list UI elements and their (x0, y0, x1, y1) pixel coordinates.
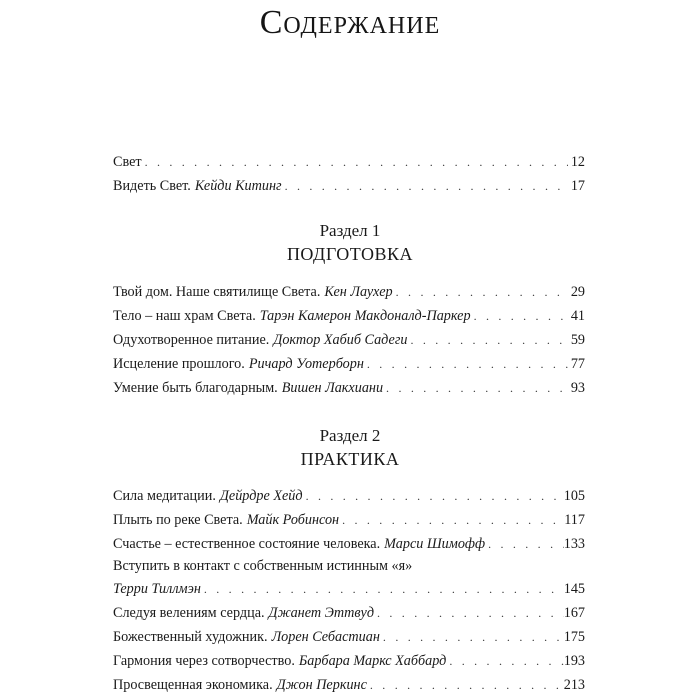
entry-title: Счастье – естественное состояние человека. (113, 536, 381, 552)
toc-entry[interactable] (113, 304, 585, 328)
toc-intro (113, 150, 585, 198)
entry-author: Лорен Себастиан (271, 629, 380, 645)
entry-title: Одухотворенное питание. (113, 332, 270, 348)
section-name: ПРАКТИКА (300, 449, 400, 469)
section-1-heading (0, 220, 700, 266)
entry-title: Просвещенная экономика. (113, 677, 273, 693)
dot-leader (386, 376, 568, 400)
entry-page: 105 (563, 488, 585, 504)
entry-page: 93 (570, 380, 585, 396)
entry-page: 213 (563, 677, 585, 693)
entry-author: Майк Робинсон (246, 512, 340, 528)
toc-entry[interactable] (113, 532, 585, 556)
entry-author: Терри Тиллмэн (113, 581, 201, 597)
dot-leader (449, 649, 563, 673)
entry-page: 29 (570, 284, 585, 300)
dot-leader (306, 484, 564, 508)
entry-page: 145 (563, 581, 585, 597)
toc-entry-wrapped[interactable] (113, 556, 585, 601)
dot-leader (285, 174, 568, 198)
entry-page: 117 (564, 512, 585, 528)
toc-entry[interactable] (113, 174, 585, 198)
entry-title: Свет (113, 154, 142, 170)
toc-entry[interactable] (113, 150, 585, 174)
entry-author: Джон Перкинс (276, 677, 367, 693)
entry-page: 17 (570, 178, 585, 194)
toc-section-1 (113, 280, 585, 400)
entry-author: Доктор Хабиб Садеги (273, 332, 408, 348)
dot-leader (383, 625, 564, 649)
toc-entry[interactable] (113, 376, 585, 400)
dot-leader (145, 150, 568, 174)
entry-title: Исцеление прошлого. (113, 356, 245, 372)
entry-author: Ричард Уотерборн (248, 356, 364, 372)
entry-title: Гармония через сотворчество. (113, 653, 295, 669)
toc-section-2 (113, 484, 585, 697)
dot-leader (377, 601, 564, 625)
entry-page: 12 (570, 154, 585, 170)
entry-title: Тело – наш храм Света. (113, 308, 256, 324)
toc-entry[interactable] (113, 484, 585, 508)
toc-entry[interactable] (113, 625, 585, 649)
entry-title: Вступить в контакт с собственным истинным «я» (113, 558, 413, 574)
section-name: ПОДГОТОВКА (286, 244, 414, 264)
dot-leader (367, 352, 568, 376)
dot-leader (488, 532, 564, 556)
section-label: Раздел 1 (319, 221, 381, 240)
entry-title: Божественный художник. (113, 629, 268, 645)
toc-entry[interactable] (113, 649, 585, 673)
dot-leader (204, 577, 564, 601)
entry-author: Дейрдре Хейд (219, 488, 303, 504)
entry-page: 59 (570, 332, 585, 348)
toc-entry[interactable] (113, 280, 585, 304)
entry-author: Кен Лаухер (324, 284, 393, 300)
entry-title: Твой дом. Наше святилище Света. (113, 284, 321, 300)
section-label: Раздел 2 (319, 426, 381, 445)
entry-page: 133 (563, 536, 585, 552)
entry-author: Тарэн Камерон Макдоналд-Паркер (259, 308, 471, 324)
entry-author: Джанет Эттвуд (268, 605, 374, 621)
entry-page: 77 (570, 356, 585, 372)
dot-leader (410, 328, 567, 352)
entry-page: 41 (570, 308, 585, 324)
entry-page: 175 (563, 629, 585, 645)
toc-entry[interactable] (113, 601, 585, 625)
entry-title: Сила медитации. (113, 488, 216, 504)
entry-title: Видеть Свет. (113, 178, 191, 194)
toc-entry[interactable] (113, 352, 585, 376)
dot-leader (396, 280, 568, 304)
entry-page: 193 (563, 653, 585, 669)
toc-entry[interactable] (113, 328, 585, 352)
page-title: Содержание (259, 4, 441, 41)
entry-title: Следуя велениям сердца. (113, 605, 265, 621)
dot-leader (342, 508, 564, 532)
dot-leader (370, 673, 564, 697)
entry-author: Марси Шимофф (384, 536, 486, 552)
entry-page: 167 (563, 605, 585, 621)
entry-title: Умение быть благодарным. (113, 380, 278, 396)
section-2-heading (0, 425, 700, 471)
toc-entry[interactable] (113, 673, 585, 697)
entry-author: Барбара Маркс Хаббард (298, 653, 447, 669)
entry-title: Плыть по реке Света. (113, 512, 243, 528)
dot-leader (474, 304, 568, 328)
entry-author: Кейди Китинг (194, 178, 282, 194)
entry-author: Вишен Лакхиани (281, 380, 384, 396)
toc-entry[interactable] (113, 508, 585, 532)
